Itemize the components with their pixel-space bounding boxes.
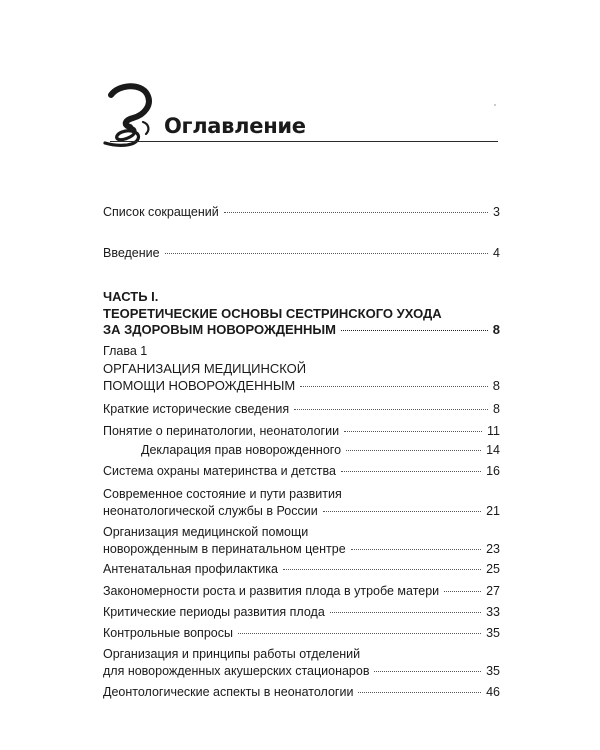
toc-entry-title: Декларация прав новорожденного [141,443,342,457]
dot-leader [344,431,482,432]
toc-entry-abbreviations[interactable] [103,204,500,221]
toc-entry[interactable] [103,583,500,600]
dot-leader [238,633,481,634]
dot-leader [341,471,481,472]
part-title-line: ТЕОРЕТИЧЕСКИЕ ОСНОВЫ СЕСТРИНСКОГО УХОДА [103,305,442,321]
toc-entry[interactable] [103,423,500,440]
toc-entry[interactable] [103,524,500,558]
toc-entry-title: Деонтологические аспекты в неонатологии [103,685,354,699]
toc-entry[interactable] [103,646,500,680]
dot-leader [444,591,481,592]
toc-entry-title: Антенатальная профилактика [103,562,278,576]
dot-leader [294,409,488,410]
toc-entry-title: для новорожденных акушерских стационаров [103,664,370,678]
toc-entry[interactable] [141,442,500,459]
toc-entry[interactable] [103,463,500,480]
book-logo-icon [97,80,157,155]
toc-entry-page: 8 [492,322,500,337]
toc-entry-page: 14 [486,443,500,457]
toc-entry-title: Краткие исторические сведения [103,402,290,416]
dot-leader [346,450,481,451]
toc-entry-page: 46 [486,685,500,699]
toc-entry-page: 25 [486,562,500,576]
toc-entry-page: 33 [486,605,500,619]
toc-entry-title: Система охраны материнства и детства [103,464,336,478]
part-title-line: ЗА ЗДОРОВЫМ НОВОРОЖДЕННЫМ [103,322,336,337]
toc-entry-page: 35 [486,664,500,678]
dot-leader [330,612,481,613]
scan-speck [494,104,496,106]
dot-leader [300,386,488,387]
toc-entry-page: 16 [486,464,500,478]
toc-entry-title: Организация медицинской помощи [103,525,309,539]
dot-leader [351,549,481,550]
toc-entry-page: 4 [493,246,500,260]
toc-entry-page: 3 [493,205,500,219]
toc-entry[interactable] [103,604,500,621]
toc-entry-title: неонатологической службы в России [103,504,318,518]
toc-entry[interactable] [103,561,500,578]
toc-entry-page: 8 [492,377,500,393]
toc-entry-page: 11 [487,424,500,438]
toc-entry-page: 23 [486,542,500,556]
dot-leader [224,212,488,213]
toc-entry-page: 27 [486,584,500,598]
toc-entry-title: Введение [103,246,160,260]
toc-entry-part-1[interactable] [103,289,500,339]
title-rule [110,141,498,142]
toc-entry-title: Современное состояние и пути развития [103,487,342,501]
dot-leader [374,671,481,672]
dot-leader [341,330,488,331]
page-title: Оглавление [164,114,306,138]
part-label: ЧАСТЬ I. [103,289,159,304]
toc-entry-chapter-1[interactable] [103,361,500,394]
toc-entry-title: Организация и принципы работы отделений [103,647,361,661]
toc-entry-introduction[interactable] [103,245,500,262]
toc-entry[interactable] [103,401,500,418]
toc-entry-page: 8 [493,402,500,416]
chapter-title-line: ПОМОЩИ НОВОРОЖДЕННЫМ [103,377,296,393]
toc-entry-title: Критические периоды развития плода [103,605,325,619]
dot-leader [323,511,481,512]
toc-entry[interactable] [103,684,500,701]
chapter-title-line: ОРГАНИЗАЦИЯ МЕДИЦИНСКОЙ [103,361,307,376]
toc-entry[interactable] [103,486,500,520]
toc-entry[interactable] [103,625,500,642]
dot-leader [165,253,488,254]
toc-entry-title: Список сокращений [103,205,219,219]
toc-entry-title: Закономерности роста и развития плода в утробе матери [103,584,440,598]
toc-entry-page: 21 [486,504,500,518]
toc-entry-title: новорожденным в перинатальном центре [103,542,346,556]
toc-entry-title: Контрольные вопросы [103,626,233,640]
dot-leader [358,692,481,693]
dot-leader [283,569,481,570]
toc-entry-page: 35 [486,626,500,640]
chapter-label: Глава 1 [103,344,148,358]
toc-entry-title: Понятие о перинатологии, неонатологии [103,424,340,438]
